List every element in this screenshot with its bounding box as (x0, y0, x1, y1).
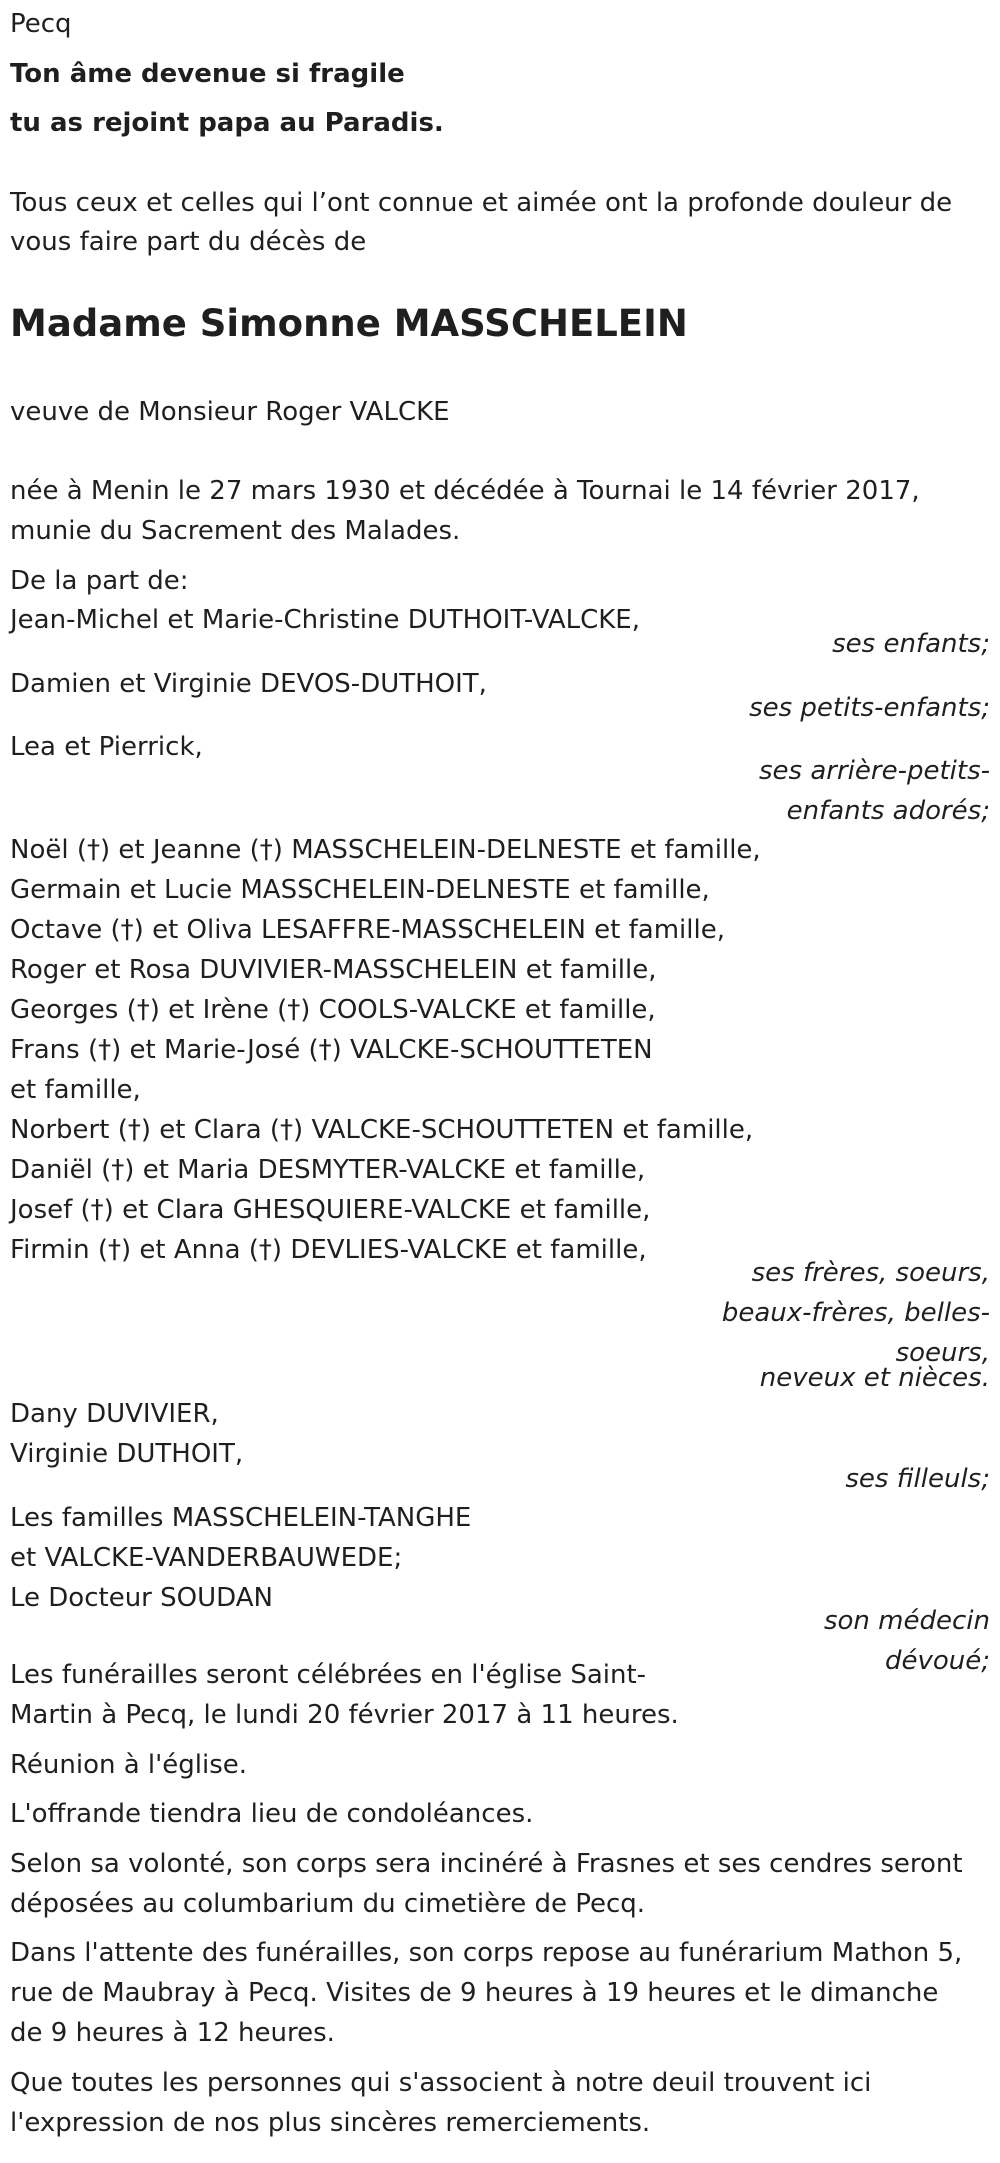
list-item: Noël (†) et Jeanne (†) MASSCHELEIN-DELNESTE et famille, (10, 835, 761, 865)
list-item: Daniël (†) et Maria DESMYTER-VALCKE et famille, (10, 1155, 646, 1185)
great-grandchildren-names: Lea et Pierrick, (10, 732, 203, 762)
funerarium: Dans l'attente des funérailles, son corps repose au funérarium Mathon 5, rue de Maubray à Pecq. Visites de 9 heures à 19 heures et le dimanche de 9 heures à 12 heures. (10, 1938, 963, 2048)
list-item: Firmin (†) et Anna (†) DEVLIES-VALCKE et famille, (10, 1235, 647, 1265)
condolences: L'offrande tiendra lieu de condoléances. (10, 1799, 534, 1829)
grandchildren-relation: ses petits-enfants; (749, 693, 990, 723)
intro-line-1: Tous ceux et celles qui l’ont connue et aimée ont la profonde douleur de (10, 188, 953, 218)
list-item: Dany DUVIVIER, (10, 1399, 219, 1429)
grandchildren-names: Damien et Virginie DEVOS-DUTHOIT, (10, 669, 487, 699)
widow-of: veuve de Monsieur Roger VALCKE (10, 397, 450, 427)
epitaph-line-1: Ton âme devenue si fragile (10, 59, 405, 89)
list-item: Octave (†) et Oliva LESAFFRE-MASSCHELEIN et famille, (10, 915, 725, 945)
birth-death-line-2: munie du Sacrement des Malades. (10, 516, 461, 546)
deceased-name: Madame Simonne MASSCHELEIN (10, 302, 688, 345)
doctor-names: Le Docteur SOUDAN (10, 1583, 273, 1613)
funeral-info: Les funérailles seront célébrées en l'église Saint- Martin à Pecq, le lundi 20 février 2017 à 11 heures. (10, 1660, 679, 1730)
list-item: et VALCKE-VANDERBAUWEDE; (10, 1543, 403, 1573)
list-item: et famille, (10, 1075, 141, 1105)
list-item: Josef (†) et Clara GHESQUIERE-VALCKE et famille, (10, 1195, 651, 1225)
birth-death-line-1: née à Menin le 27 mars 1930 et décédée à Tournai le 14 février 2017, (10, 476, 920, 506)
town: Pecq (10, 9, 72, 39)
list-item: Roger et Rosa DUVIVIER-MASSCHELEIN et famille, (10, 955, 657, 985)
meeting: Réunion à l'église. (10, 1750, 248, 1780)
list-item: Frans (†) et Marie-José (†) VALCKE-SCHOUTTETEN (10, 1035, 653, 1065)
children-names: Jean-Michel et Marie-Christine DUTHOIT-VALCKE, (10, 605, 640, 635)
list-item: Germain et Lucie MASSCHELEIN-DELNESTE et famille, (10, 875, 710, 905)
siblings-relation: ses frères, soeurs, beaux-frères, belles- soeurs, neveux et nièces. (721, 1258, 990, 1393)
children-relation: ses enfants; (832, 629, 990, 659)
doctor-relation: son médecin dévoué; (823, 1606, 990, 1676)
list-item: Les familles MASSCHELEIN-TANGHE (10, 1503, 472, 1533)
list-item: Virginie DUTHOIT, (10, 1439, 244, 1469)
great-grandchildren-relation: ses arrière-petits- enfants adorés; (759, 756, 990, 826)
cremation: Selon sa volonté, son corps sera incinéré à Frasnes et ses cendres seront déposées au columbarium du cimetière de Pecq. (10, 1849, 963, 1919)
thanks: Que toutes les personnes qui s'associent à notre deuil trouvent ici l'expression de nos plus sincères remerciements. (10, 2068, 872, 2138)
godchildren-names (10, 1394, 243, 1474)
intro-line-2: vous faire part du décès de (10, 227, 367, 257)
siblings-list (10, 830, 761, 1270)
from-label: De la part de: (10, 566, 189, 596)
epitaph-line-2: tu as rejoint papa au Paradis. (10, 108, 444, 138)
list-item: Georges (†) et Irène (†) COOLS-VALCKE et famille, (10, 995, 656, 1025)
list-item: Norbert (†) et Clara (†) VALCKE-SCHOUTTETEN et famille, (10, 1115, 754, 1145)
godchildren-relation: ses filleuls; (845, 1464, 990, 1494)
families-names (10, 1498, 471, 1578)
